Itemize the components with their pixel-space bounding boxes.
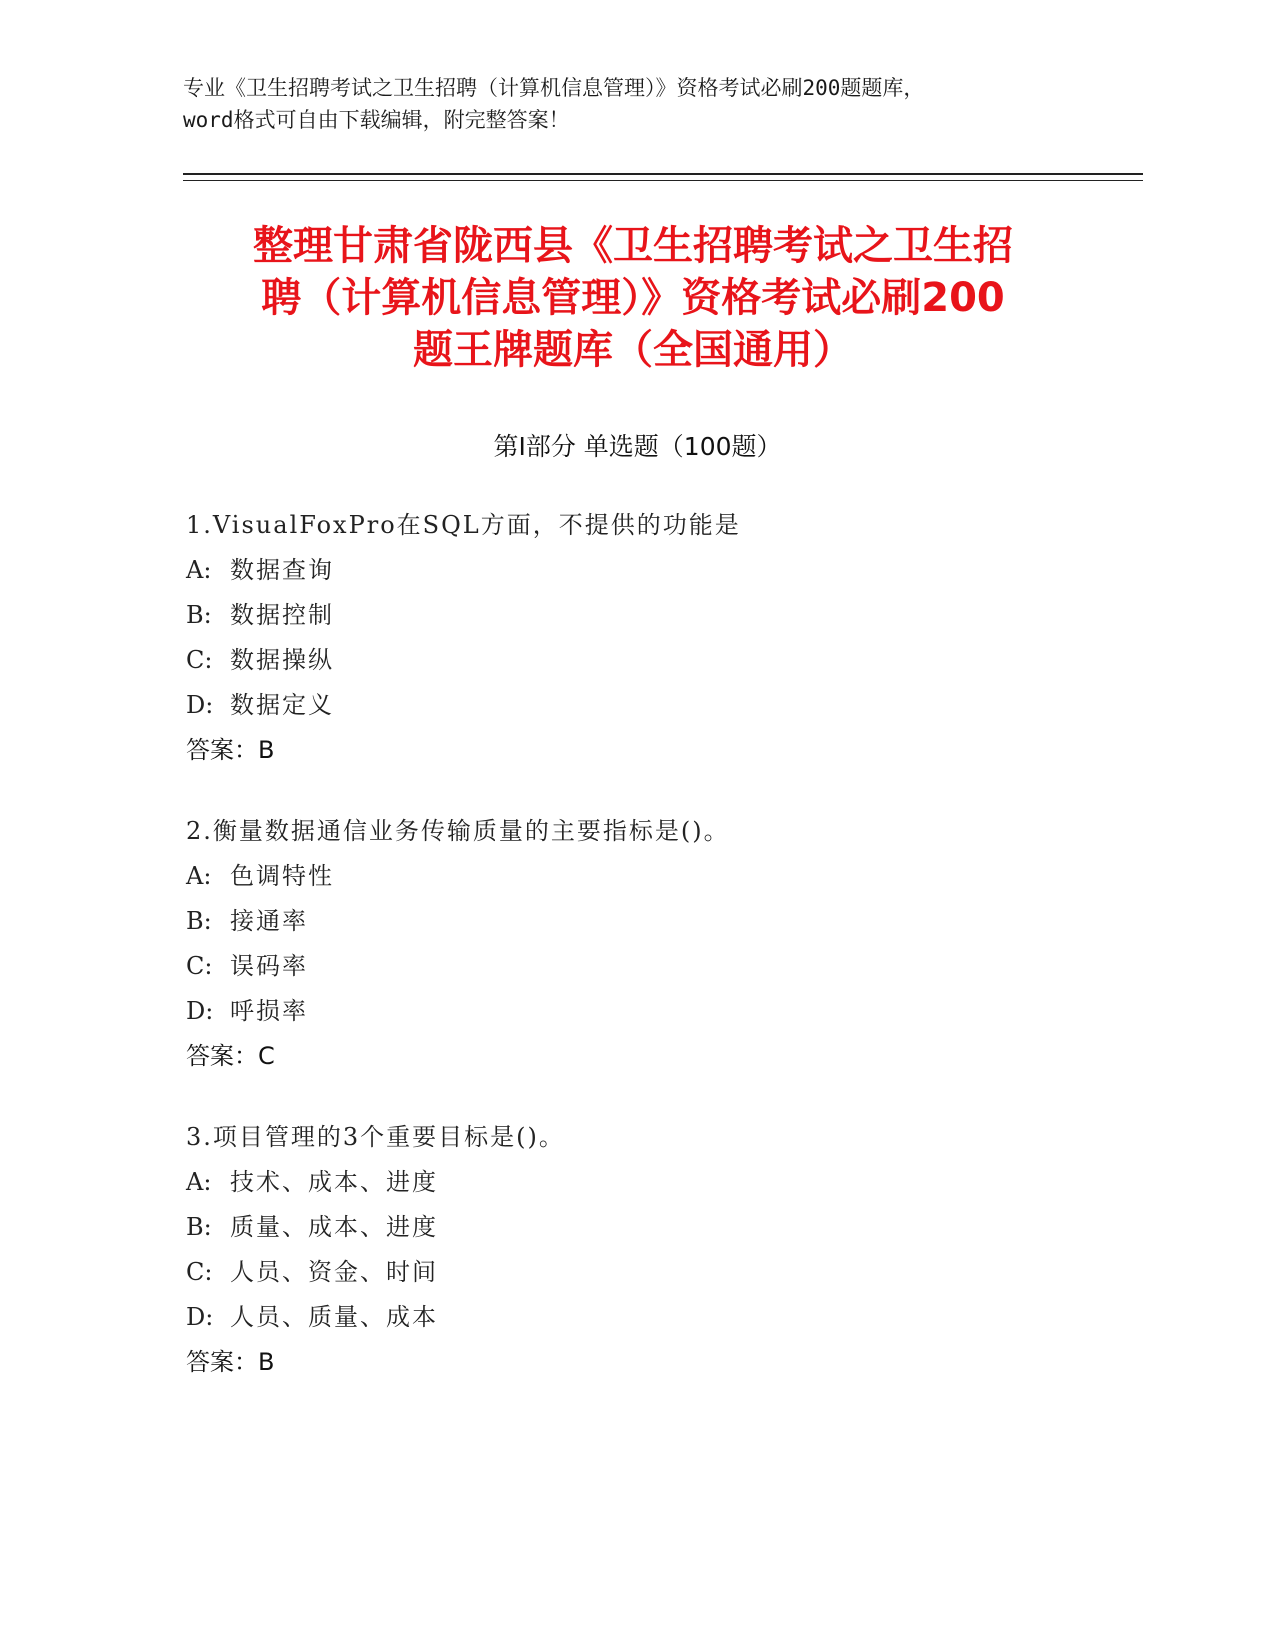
option-key: B: bbox=[186, 601, 212, 629]
option-text: 数据控制 bbox=[230, 601, 334, 629]
title-line-3: 题王牌题库（全国通用） bbox=[413, 327, 853, 373]
option-key: D: bbox=[186, 691, 214, 719]
option-a bbox=[186, 859, 1086, 904]
question-3 bbox=[186, 1120, 1086, 1390]
option-key: D: bbox=[186, 1303, 214, 1331]
option-text: 人员、资金、时间 bbox=[230, 1258, 438, 1286]
option-text: 质量、成本、进度 bbox=[230, 1213, 438, 1241]
header-divider-thick bbox=[183, 173, 1143, 175]
option-text: 技术、成本、进度 bbox=[230, 1168, 438, 1196]
option-b bbox=[186, 598, 1086, 643]
option-text: 误码率 bbox=[230, 952, 308, 980]
header-note bbox=[183, 72, 1083, 136]
question-text: 3.项目管理的3个重要目标是()。 bbox=[186, 1123, 565, 1151]
option-c bbox=[186, 949, 1086, 994]
option-key: A: bbox=[186, 1168, 212, 1196]
document-title bbox=[183, 220, 1083, 376]
option-b bbox=[186, 1210, 1086, 1255]
header-divider-thin bbox=[183, 180, 1143, 181]
title-line-2: 聘（计算机信息管理）》资格考试必刷200 bbox=[261, 275, 1005, 321]
option-a bbox=[186, 1165, 1086, 1210]
option-text: 数据定义 bbox=[230, 691, 334, 719]
option-a bbox=[186, 553, 1086, 598]
option-key: C: bbox=[186, 646, 213, 674]
header-line-1: 专业《卫生招聘考试之卫生招聘（计算机信息管理）》资格考试必刷200题题库， bbox=[183, 76, 925, 100]
option-key: C: bbox=[186, 952, 213, 980]
option-text: 接通率 bbox=[230, 907, 308, 935]
option-d bbox=[186, 688, 1086, 733]
section-title: 第Ⅰ部分 单选题（100题） bbox=[493, 432, 782, 461]
option-d bbox=[186, 994, 1086, 1039]
header-line-2: word格式可自由下载编辑，附完整答案！ bbox=[183, 108, 570, 132]
answer: 答案：B bbox=[186, 736, 275, 764]
question-text: 1.VisualFoxPro在SQL方面，不提供的功能是 bbox=[186, 511, 741, 539]
answer: 答案：C bbox=[186, 1042, 275, 1070]
answer: 答案：B bbox=[186, 1348, 275, 1376]
question-1 bbox=[186, 508, 1086, 778]
option-key: A: bbox=[186, 862, 212, 890]
option-key: B: bbox=[186, 1213, 212, 1241]
option-text: 呼损率 bbox=[230, 997, 308, 1025]
question-2 bbox=[186, 814, 1086, 1084]
option-key: C: bbox=[186, 1258, 213, 1286]
question-text: 2.衡量数据通信业务传输质量的主要指标是()。 bbox=[186, 817, 730, 845]
option-key: B: bbox=[186, 907, 212, 935]
option-d bbox=[186, 1300, 1086, 1345]
option-key: D: bbox=[186, 997, 214, 1025]
option-c bbox=[186, 1255, 1086, 1300]
option-text: 数据操纵 bbox=[230, 646, 334, 674]
title-line-1: 整理甘肃省陇西县《卫生招聘考试之卫生招 bbox=[253, 223, 1013, 269]
option-text: 数据查询 bbox=[230, 556, 334, 584]
option-text: 色调特性 bbox=[230, 862, 334, 890]
option-text: 人员、质量、成本 bbox=[230, 1303, 438, 1331]
option-key: A: bbox=[186, 556, 212, 584]
option-c bbox=[186, 643, 1086, 688]
option-b bbox=[186, 904, 1086, 949]
